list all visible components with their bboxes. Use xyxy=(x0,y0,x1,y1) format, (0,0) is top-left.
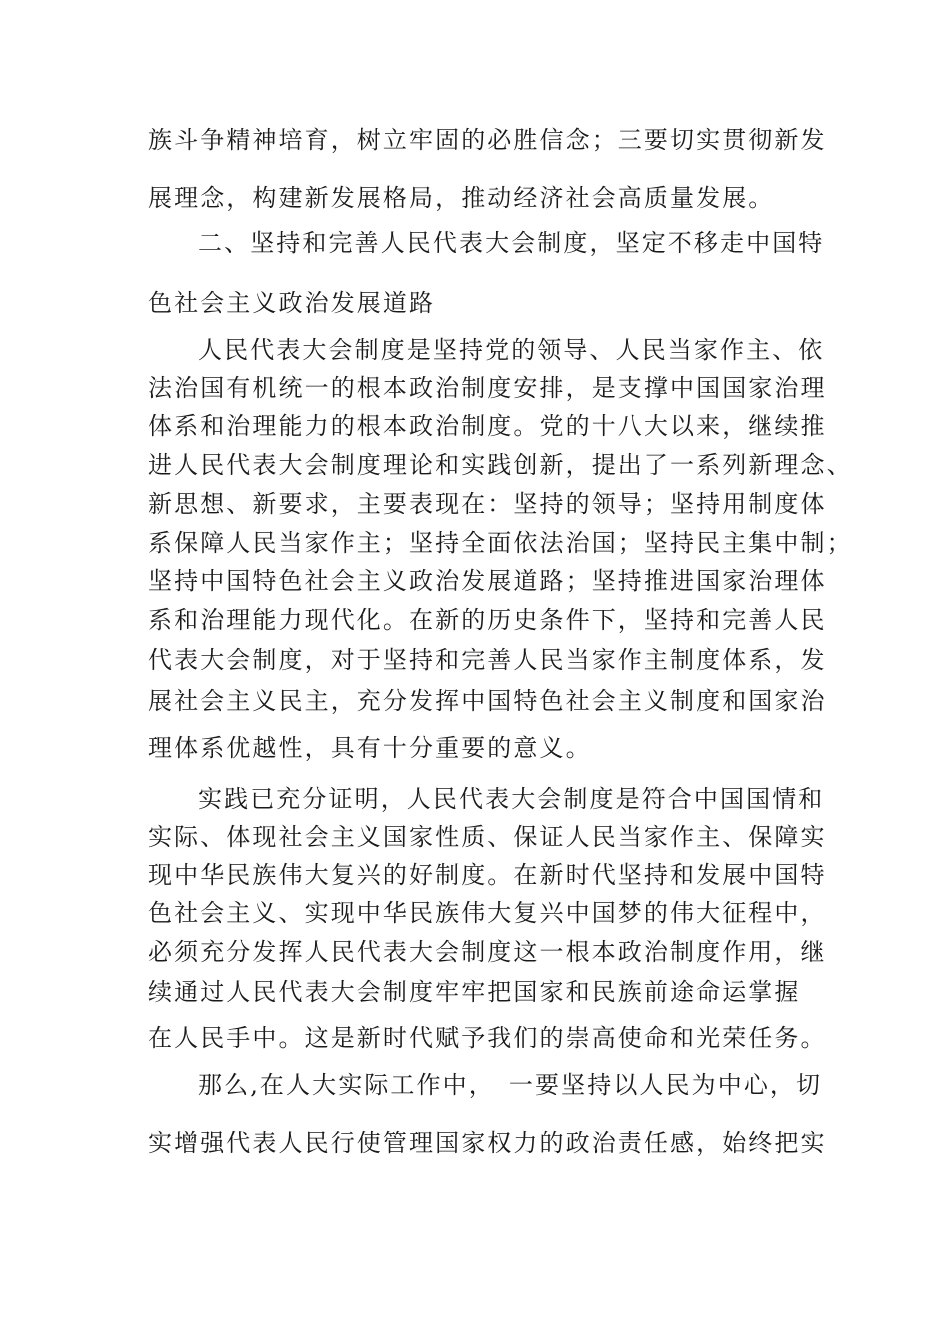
text-line: 在人民手中。这是新时代赋予我们的崇高使命和光荣任务。 xyxy=(148,1024,827,1052)
text-line: 坚持中国特色社会主义政治发展道路；坚持推进国家治理体 xyxy=(148,567,827,595)
text-line: 进人民代表大会制度理论和实践创新，提出了一系列新理念、 xyxy=(148,451,853,479)
text-line: 展社会主义民主，充分发挥中国特色社会主义制度和国家治 xyxy=(148,687,827,715)
text-line: 实际、体现社会主义国家性质、保证人民当家作主、保障实 xyxy=(148,823,827,851)
text-line: 系保障人民当家作主；坚持全面依法治国；坚持民主集中制； xyxy=(148,529,853,557)
text-line: 理体系优越性，具有十分重要的意义。 xyxy=(148,734,592,762)
text-line: 实增强代表人民行使管理国家权力的政治责任感，始终把实 xyxy=(148,1129,827,1157)
section-heading: 二、坚持和完善人民代表大会制度，坚定不移走中国特 xyxy=(198,229,825,257)
text-line: 族斗争精神培育，树立牢固的必胜信念；三要切实贯彻新发 xyxy=(148,126,827,154)
text-line: 人民代表大会制度是坚持党的领导、人民当家作主、依 xyxy=(198,336,825,364)
text-line: 展理念，构建新发展格局，推动经济社会高质量发展。 xyxy=(148,184,775,212)
text-line: 现中华民族伟大复兴的好制度。在新时代坚持和发展中国特 xyxy=(148,861,827,889)
text-line: 系和治理能力现代化。在新的历史条件下，坚持和完善人民 xyxy=(148,606,827,634)
text-line: 那么,在人大实际工作中， 一要坚持以人民为中心，切 xyxy=(198,1071,823,1099)
text-line: 实践已充分证明，人民代表大会制度是符合中国国情和 xyxy=(198,785,825,813)
text-line: 代表大会制度，对于坚持和完善人民当家作主制度体系，发 xyxy=(148,646,827,674)
text-line: 体系和治理能力的根本政治制度。党的十八大以来，继续推 xyxy=(148,412,827,440)
text-line: 新思想、新要求，主要表现在：坚持的领导；坚持用制度体 xyxy=(148,490,827,518)
text-line: 色社会主义、实现中华民族伟大复兴中国梦的伟大征程中， xyxy=(148,899,827,927)
text-line: 续通过人民代表大会制度牢牢把国家和民族前途命运掌握 xyxy=(148,978,801,1006)
section-heading: 色社会主义政治发展道路 xyxy=(148,289,436,317)
text-line: 必须充分发挥人民代表大会制度这一根本政治制度作用，继 xyxy=(148,938,827,966)
text-line: 法治国有机统一的根本政治制度安排，是支撑中国国家治理 xyxy=(148,374,827,402)
